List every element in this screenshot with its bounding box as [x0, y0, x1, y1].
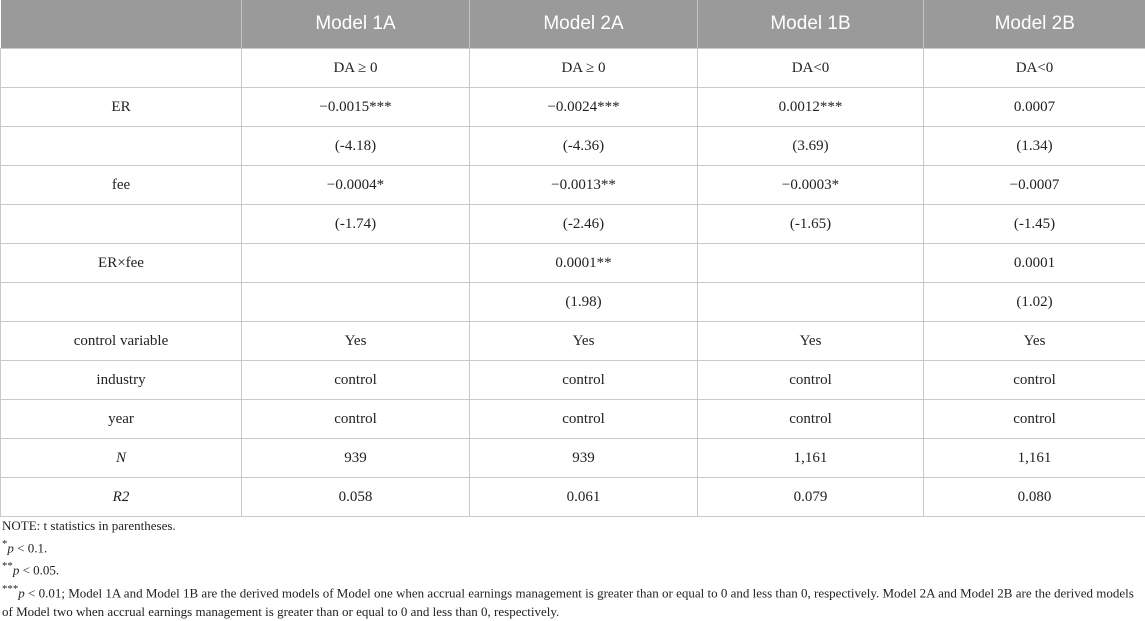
row-label: industry	[1, 361, 242, 400]
note-var: p	[13, 563, 20, 578]
row-label: N	[1, 439, 242, 478]
table-row	[1, 322, 1145, 361]
table-cell	[242, 283, 470, 322]
table-row	[1, 205, 1145, 244]
table-cell: 0.0001**	[470, 244, 698, 283]
note-line	[2, 516, 1142, 535]
table-cell: DA ≥ 0	[470, 49, 698, 88]
table-cell	[698, 283, 924, 322]
table-cell: (-1.65)	[698, 205, 924, 244]
table-cell: 0.0012***	[698, 88, 924, 127]
table-cell: control	[242, 400, 470, 439]
table-cell: 0.058	[242, 478, 470, 517]
table-cell: (-2.46)	[470, 205, 698, 244]
table-cell: control	[242, 361, 470, 400]
table-cell: −0.0024***	[470, 88, 698, 127]
table-row	[1, 439, 1145, 478]
table-cell: 0.079	[698, 478, 924, 517]
row-label	[1, 283, 242, 322]
table-cell: (-1.45)	[924, 205, 1145, 244]
table-row	[1, 166, 1145, 205]
table-cell: control	[924, 400, 1145, 439]
table-cell: 0.0001	[924, 244, 1145, 283]
table-cell: (1.02)	[924, 283, 1145, 322]
table-cell: −0.0007	[924, 166, 1145, 205]
table-cell: (1.98)	[470, 283, 698, 322]
row-label: ER×fee	[1, 244, 242, 283]
header-cell: Model 1B	[698, 0, 924, 49]
table-row	[1, 88, 1145, 127]
table-cell: Yes	[924, 322, 1145, 361]
table-cell: (-4.18)	[242, 127, 470, 166]
table-cell	[242, 244, 470, 283]
table-cell: control	[470, 361, 698, 400]
table-cell: control	[924, 361, 1145, 400]
table-cell: 939	[470, 439, 698, 478]
table-cell: control	[470, 400, 698, 439]
table-cell: 1,161	[924, 439, 1145, 478]
table-cell: 939	[242, 439, 470, 478]
note-text: < 0.1.	[14, 540, 47, 555]
table-cell: control	[698, 400, 924, 439]
table-cell: Yes	[698, 322, 924, 361]
row-label: control variable	[1, 322, 242, 361]
row-label: ER	[1, 88, 242, 127]
table-cell: (-4.36)	[470, 127, 698, 166]
note-text: < 0.01; Model 1A and Model 1B are the derived models of Model one when accrual earnings management is greater than or equal to 0 and less than 0, respectively. Model 2A and Model 2B are the derived models of Model two when accrual earnings management is greater than or equal to 0 and less than 0, respectively.	[2, 585, 1134, 619]
table-cell: 1,161	[698, 439, 924, 478]
table-cell: DA<0	[698, 49, 924, 88]
header-row	[1, 0, 1145, 49]
table-row	[1, 478, 1145, 517]
note-line	[2, 580, 1142, 621]
row-label: year	[1, 400, 242, 439]
table-cell: (1.34)	[924, 127, 1145, 166]
note-var: p	[18, 585, 25, 600]
row-label	[1, 205, 242, 244]
note-line	[2, 557, 1142, 579]
table-cell: (-1.74)	[242, 205, 470, 244]
note-text: < 0.05.	[19, 563, 59, 578]
table-cell	[698, 244, 924, 283]
table-cell: 0.080	[924, 478, 1145, 517]
note-stars: **	[2, 560, 13, 572]
note-stars: ***	[2, 583, 18, 595]
table-cell: 0.0007	[924, 88, 1145, 127]
table-cell: Yes	[470, 322, 698, 361]
table-row	[1, 127, 1145, 166]
table-row	[1, 49, 1145, 88]
header-cell	[1, 0, 242, 49]
table-cell: −0.0015***	[242, 88, 470, 127]
table-row	[1, 283, 1145, 322]
table-row	[1, 400, 1145, 439]
header-cell: Model 1A	[242, 0, 470, 49]
note-text: NOTE: t statistics in parentheses.	[2, 518, 176, 533]
row-label: fee	[1, 166, 242, 205]
table-cell: Yes	[242, 322, 470, 361]
table-cell: −0.0004*	[242, 166, 470, 205]
table-cell: DA<0	[924, 49, 1145, 88]
header-cell: Model 2B	[924, 0, 1145, 49]
table-cell: 0.061	[470, 478, 698, 517]
table-cell: −0.0003*	[698, 166, 924, 205]
table-cell: DA ≥ 0	[242, 49, 470, 88]
note-stars: *	[2, 538, 7, 550]
note-line	[2, 535, 1142, 557]
table-cell: −0.0013**	[470, 166, 698, 205]
row-label	[1, 127, 242, 166]
row-label	[1, 49, 242, 88]
row-label: R2	[1, 478, 242, 517]
table-row	[1, 361, 1145, 400]
header-cell: Model 2A	[470, 0, 698, 49]
note-var: p	[7, 540, 14, 555]
table-notes	[2, 516, 1142, 621]
table-cell: control	[698, 361, 924, 400]
table-cell: (3.69)	[698, 127, 924, 166]
table-row	[1, 244, 1145, 283]
